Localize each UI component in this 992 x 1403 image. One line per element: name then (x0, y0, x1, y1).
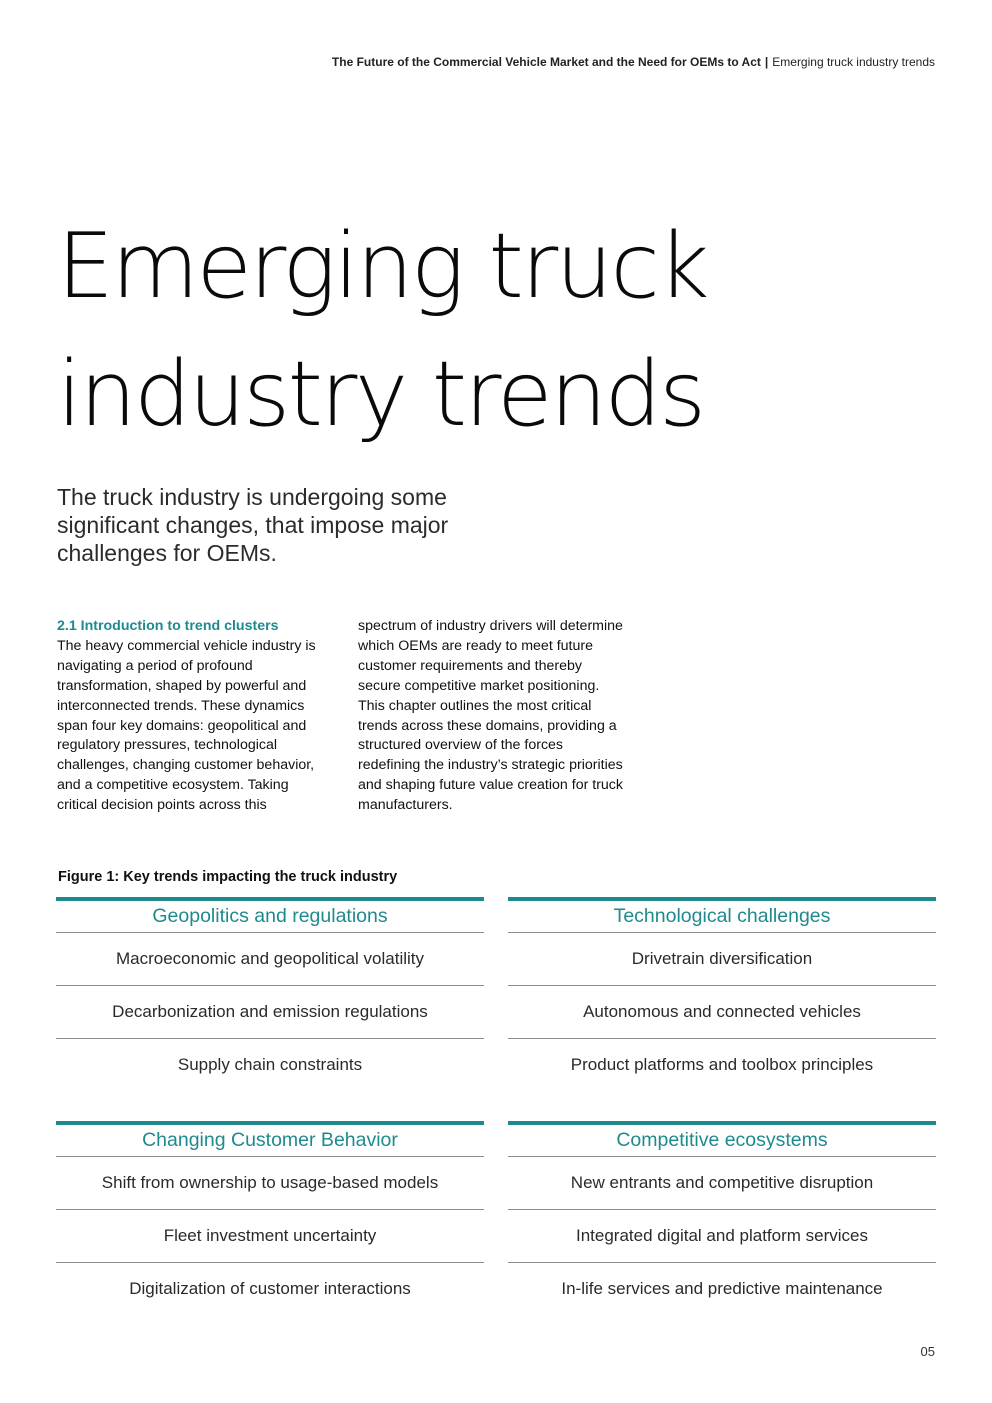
body-line: spectrum of industry drivers will determine (358, 618, 623, 634)
cluster-title: Geopolitics and regulations (56, 901, 484, 933)
section-name: Emerging truck industry trends (772, 55, 935, 69)
trend-item: Drivetrain diversification (631, 949, 813, 968)
cluster-title: Changing Customer Behavior (56, 1125, 484, 1157)
lead-paragraph (57, 483, 497, 567)
trend-item: In-life services and predictive maintenance (508, 1262, 936, 1315)
section-heading: 2.1 Introduction to trend clusters (57, 618, 279, 634)
trend-item: Fleet investment uncertainty (56, 1209, 484, 1262)
page-number: 05 (920, 1344, 935, 1359)
trend-cluster-technology (508, 897, 936, 1091)
body-line: structured overview of the forces (358, 737, 564, 754)
body-line: and a competitive ecosystem. Taking (57, 777, 289, 794)
page-title-line: Emerging truck (57, 214, 707, 319)
cluster-title: Technological challenges (508, 901, 936, 933)
body-line: regulatory pressures, technological (57, 737, 278, 754)
trend-item: Integrated digital and platform services (508, 1209, 936, 1262)
trend-cluster-customer-behavior (56, 1121, 484, 1315)
body-line: trends across these domains, providing a (358, 717, 617, 734)
trend-item: Shift from ownership to usage-based models (101, 1173, 439, 1192)
body-line: secure competitive market positioning. (358, 677, 600, 694)
lead-line: significant changes, that impose major (57, 512, 449, 538)
page-title-line: industry trends (57, 342, 704, 447)
cluster-title: Competitive ecosystems (508, 1125, 936, 1157)
body-line: interconnected trends. These dynamics (57, 697, 305, 714)
body-line: This chapter outlines the most critical (358, 697, 592, 714)
body-line: critical decision points across this (57, 797, 267, 814)
body-line: transformation, shaped by powerful and (57, 677, 307, 694)
body-line: The heavy commercial vehicle industry is (57, 637, 316, 654)
body-line: challenges, changing customer behavior, (57, 757, 315, 774)
body-line: navigating a period of profound (57, 657, 253, 674)
trend-item: New entrants and competitive disruption (570, 1173, 874, 1192)
body-line: span four key domains: geopolitical and (57, 717, 307, 734)
lead-line: The truck industry is undergoing some (57, 484, 447, 510)
body-line: customer requirements and thereby (358, 657, 582, 674)
running-header (332, 55, 935, 69)
trend-cluster-geopolitics (56, 897, 484, 1091)
header-separator: | (764, 55, 769, 69)
trend-item: Product platforms and toolbox principles (508, 1038, 936, 1091)
page-title (57, 203, 707, 459)
trend-cluster-competitive-ecosystems (508, 1121, 936, 1315)
body-line: redefining the industry’s strategic priorities (358, 757, 623, 774)
body-line: which OEMs are ready to meet future (358, 637, 593, 654)
trend-item: Digitalization of customer interactions (56, 1262, 484, 1315)
body-line: and shaping future value creation for truck (358, 777, 623, 794)
trend-item: Supply chain constraints (56, 1038, 484, 1091)
body-column-left (57, 617, 357, 816)
trend-item: Decarbonization and emission regulations (56, 985, 484, 1038)
figure-caption: Figure 1: Key trends impacting the truck industry (58, 869, 398, 885)
trend-item: Autonomous and connected vehicles (508, 985, 936, 1038)
body-column-right (358, 617, 658, 816)
body-line: manufacturers. (358, 797, 453, 814)
trend-item: Macroeconomic and geopolitical volatility (115, 949, 425, 968)
lead-line: challenges for OEMs. (57, 540, 277, 566)
document-title: The Future of the Commercial Vehicle Market and the Need for OEMs to Act (331, 55, 761, 69)
